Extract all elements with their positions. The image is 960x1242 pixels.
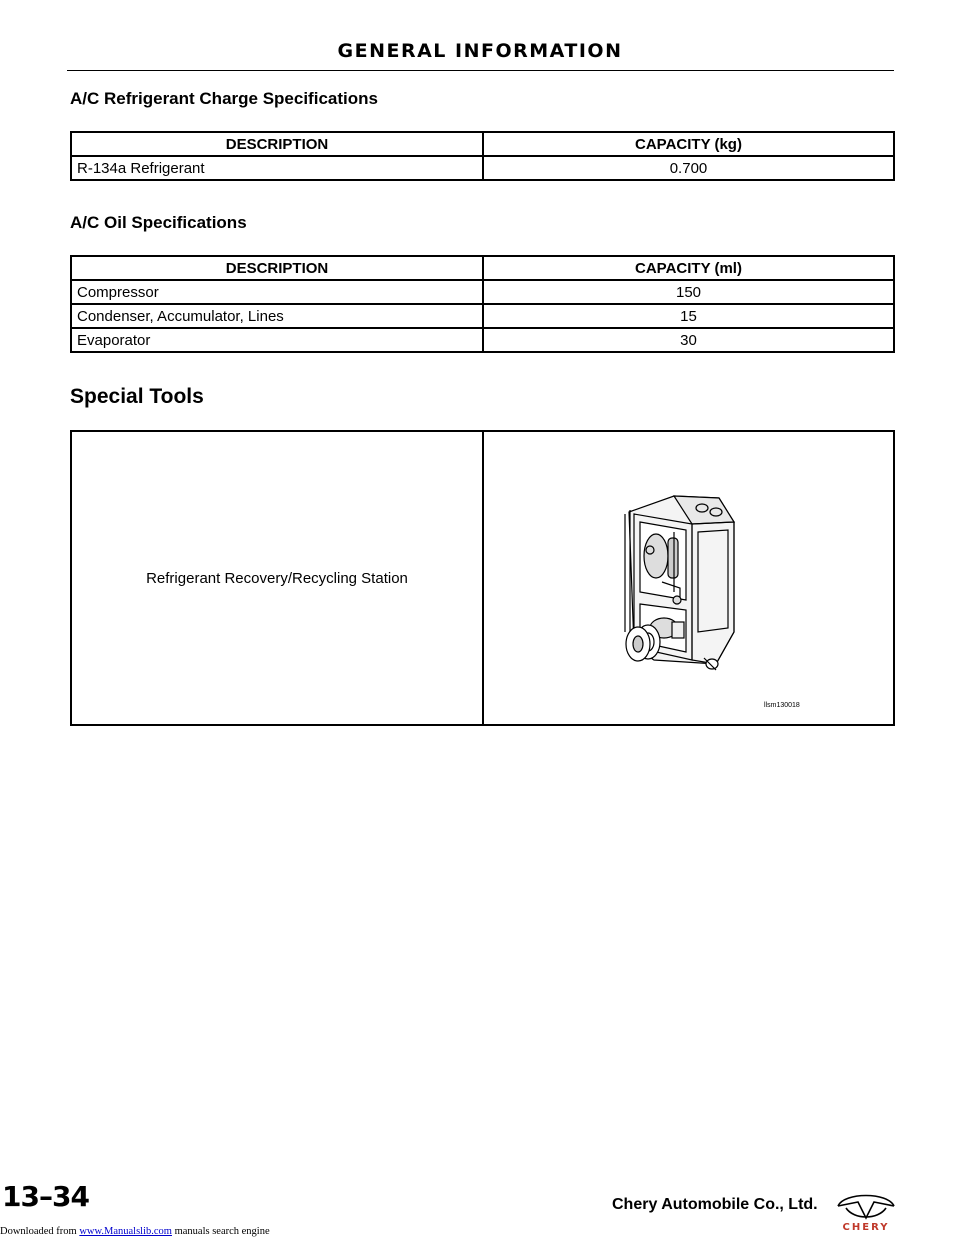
capacity-cell: 150 [483,280,894,304]
table-row [71,156,894,180]
charge-spec-title: A/C Refrigerant Charge Specifications [70,89,378,108]
description-cell: R-134a Refrigerant [71,156,483,180]
capacity-cell: 30 [483,328,894,352]
capacity-cell: 15 [483,304,894,328]
column-header: CAPACITY (ml) [483,256,894,280]
oil-spec-table [70,255,895,353]
description-cell: Evaporator [71,328,483,352]
header-divider [67,70,894,71]
manualslib-link[interactable]: www.Manualslib.com [79,1226,172,1237]
table-row [71,304,894,328]
column-header: CAPACITY (kg) [483,132,894,156]
special-tools-table [70,430,895,726]
column-header: DESCRIPTION [71,256,483,280]
download-suffix: manuals search engine [174,1226,270,1237]
table-header-row [71,256,894,280]
description-cell: Condenser, Accumulator, Lines [71,304,483,328]
description-cell: Compressor [71,280,483,304]
page-number: 13–34 [2,1180,89,1213]
company-name: Chery Automobile Co., Ltd. [612,1196,818,1213]
table-header-row [71,132,894,156]
refrigerant-station-illustration-icon [484,432,895,724]
download-footer [0,1226,270,1237]
download-prefix: Downloaded from [0,1226,77,1237]
chery-logo [832,1190,900,1237]
image-code-label: llsm130018 [764,702,800,709]
table-row [71,280,894,304]
special-tools-title: Special Tools [70,385,204,408]
capacity-cell: 0.700 [483,156,894,180]
logo-text: CHERY [842,1222,890,1232]
chery-logo-icon [832,1190,900,1232]
page-header-title: GENERAL INFORMATION [337,40,623,62]
table-row [71,328,894,352]
oil-spec-title: A/C Oil Specifications [70,213,247,232]
tool-name-cell [72,432,484,724]
column-header: DESCRIPTION [71,132,483,156]
tool-image-cell [484,432,893,724]
tool-name: Refrigerant Recovery/Recycling Station [146,569,408,587]
charge-spec-table [70,131,895,181]
